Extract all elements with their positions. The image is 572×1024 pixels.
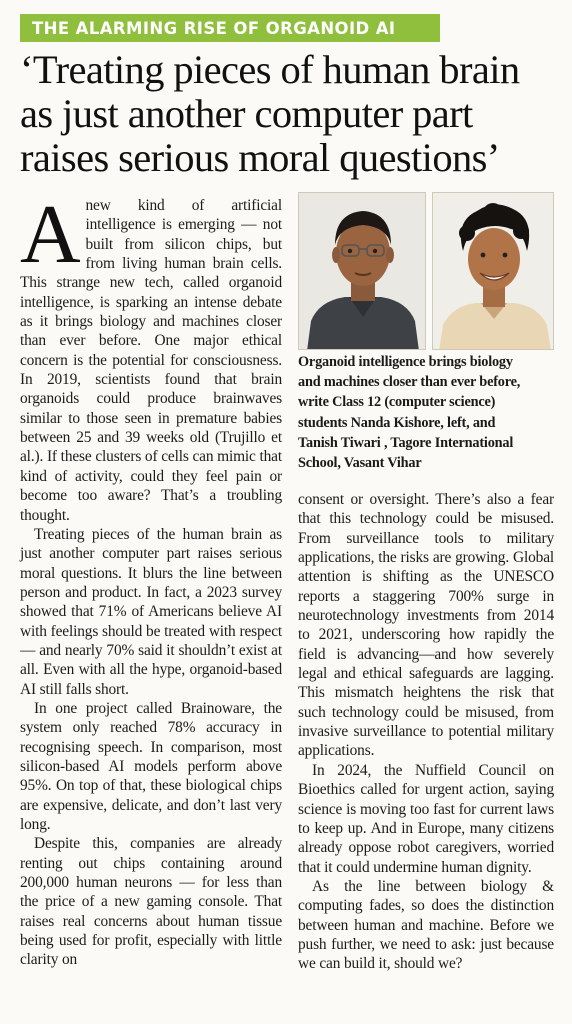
article-column-left — [20, 188, 282, 970]
article-paragraph: In one project called Brainoware, the system only reached 78% accuracy in recognising speech. In comparison, most silicon-based AI models perform above 95%. On top of that, these biological chips are expensive, delicate, and don’t last very long. — [20, 699, 282, 833]
headline — [20, 48, 560, 180]
caption-line: and machines closer than ever before, — [298, 374, 521, 391]
article-paragraph: consent or oversight. There’s also a fear that this technology could be misused. From surveillance tools to military applications, the risks are growing. Global attention is shifting as the UNESCO reports a staggering 700% surge in neurotechnology investments from 2014 to 2021, underscoring how rapidly the field is advancing—and how severely legal and ethical safeguards are lagging. This mismatch heightens the risk that such technology could be misused, from invasive surveillance to potential military applications. — [298, 491, 554, 760]
article-paragraph: In 2024, the Nuffield Council on Bioethics called for urgent action, saying science is moving too fast for current laws to keep up. And in Europe, many citizens already oppose robot caregivers, worried that it could undermine human dignity. — [298, 761, 554, 876]
caption-line: Tanish Tiwari , Tagore International — [298, 434, 514, 451]
kicker-text: THE ALARMING RISE OF ORGANOID AI — [32, 18, 396, 38]
article-paragraph: As the line between biology & computing fades, so does the distinction between human and machine. Before we push further, we need to ask: just because we can build it, should we? — [298, 877, 554, 973]
headline-line: raises serious moral questions’ — [20, 135, 500, 180]
headline-line: as just another computer part — [20, 91, 473, 136]
headline-line: ‘Treating pieces of human brain — [20, 47, 520, 92]
photo-tanish-tiwari — [432, 192, 554, 350]
portrait-image — [433, 193, 554, 350]
article-paragraph: Treating pieces of the human brain as just another computer part raises serious moral questions. It blurs the line between person and product. In fact, a 2023 survey showed that 71% of Americans believe AI with feelings should be treated with respect — and nearly 70% said it shouldn’t exist at all. Even with all the hype, organoid-based AI still falls short. — [20, 525, 282, 698]
section-kicker — [20, 14, 440, 42]
caption-line: School, Vasant Vihar — [298, 455, 422, 472]
drop-cap: A — [20, 188, 81, 281]
paragraph-text: new kind of artificial intelligence is emerging — not built from silicon chips, but from living human brain cells. This strange new tech, called organoid intelligence, is sparking an intense debate as it brings biology and machines closer than ever before. One major ethical concern is the potential for consciousness. In 2019, scientists found that brain organoids could produce brainwaves similar to those seen in premature babies between 25 and 39 weeks old (Trujillo et al.). If these clusters of cells can mimic that kind of activity, could they feel pain or become too aware? That’s a troubling thought. — [20, 197, 282, 524]
caption-line: write Class 12 (computer science) — [298, 394, 496, 411]
article-paragraph: Despite this, companies are already renting out chips containing around 200,000 human neurons — for less than the price of a new gaming console. That raises real concerns about human tissue being used for profit, especially with little clarity on — [20, 835, 282, 969]
caption-line: students Nanda Kishore, left, and — [298, 414, 496, 431]
photo-caption — [298, 352, 560, 473]
photo-nanda-kishore — [298, 192, 426, 350]
article-paragraph — [20, 188, 282, 525]
caption-line: Organoid intelligence brings biology — [298, 354, 513, 370]
article-column-right — [298, 490, 554, 974]
portrait-image — [299, 193, 426, 350]
